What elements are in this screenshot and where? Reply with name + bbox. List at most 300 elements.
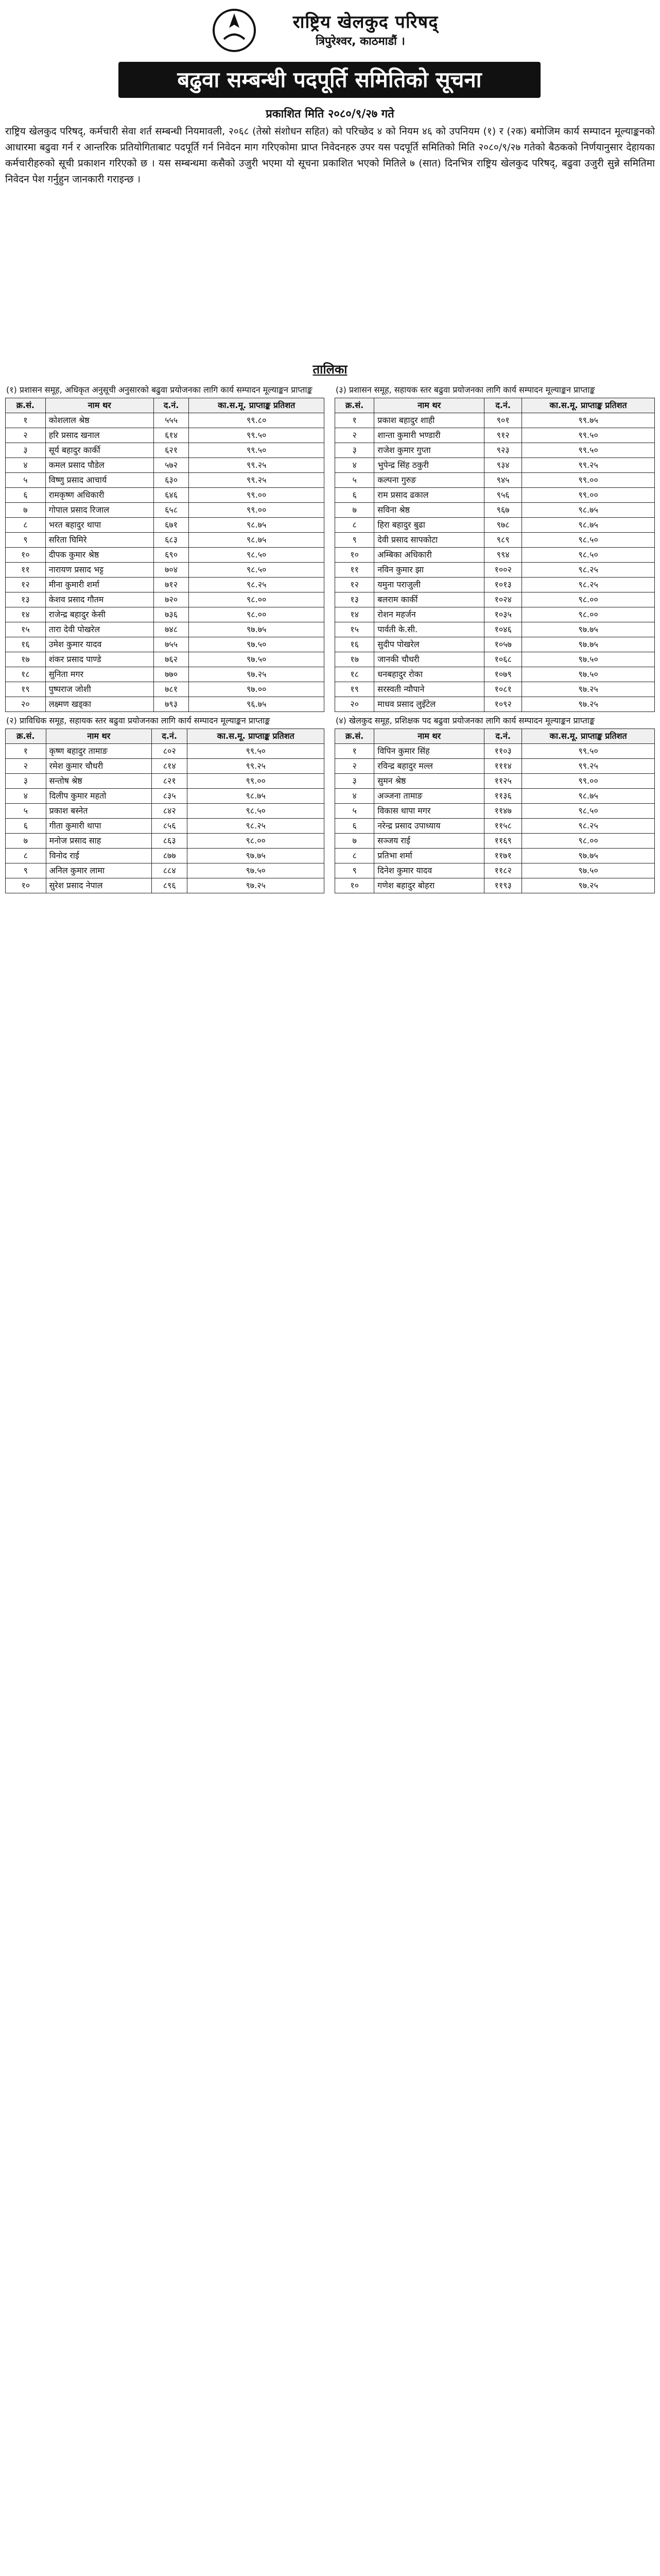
table-row	[6, 458, 324, 473]
header-score: का.स.मू. प्राप्ताङ्क प्रतिशत	[187, 729, 324, 744]
row-name: मनोज प्रसाद साह	[46, 834, 151, 849]
table-row	[6, 834, 324, 849]
row-name: लक्ष्मण खड्का	[45, 697, 153, 712]
row-code: ७७०	[153, 667, 188, 682]
table-row	[335, 458, 655, 473]
row-name: विपिन कुमार सिंह	[374, 744, 484, 759]
table-row	[6, 819, 324, 834]
row-score: ९९.००	[522, 488, 655, 503]
row-name: राम प्रसाद ढकाल	[374, 488, 484, 503]
row-sn: १	[6, 744, 46, 759]
row-sn: ३	[335, 774, 374, 789]
row-sn: १३	[6, 592, 46, 607]
row-name: कल्पना गुरुङ	[374, 473, 484, 488]
row-code: ९२३	[484, 443, 522, 458]
row-score: ९७.२५	[522, 682, 655, 697]
table-row	[6, 759, 324, 774]
row-sn: १७	[6, 652, 46, 667]
row-code: ७०४	[153, 563, 188, 578]
row-code: ११२५	[484, 774, 522, 789]
row-code: ९७८	[484, 518, 522, 533]
header-sn: क्र.सं.	[335, 729, 374, 744]
table-row	[6, 533, 324, 548]
header-name: नाम थर	[45, 398, 153, 413]
row-name: प्रकाश बहादुर शाही	[374, 413, 484, 428]
row-sn: ९	[335, 863, 374, 878]
row-name: विष्णु प्रसाद आचार्य	[45, 473, 153, 488]
row-name: पार्वती के.सी.	[374, 622, 484, 637]
header-code: द.नं.	[152, 729, 187, 744]
row-code: ११९३	[484, 878, 522, 893]
row-code: ११०३	[484, 744, 522, 759]
row-sn: ७	[6, 834, 46, 849]
header-score: का.स.मू. प्राप्ताङ्क प्रतिशत	[522, 729, 655, 744]
row-name: सुरेश प्रसाद नेपाल	[46, 878, 151, 893]
row-sn: ३	[335, 443, 374, 458]
row-name: सरिता घिमिरे	[45, 533, 153, 548]
row-name: केशव प्रसाद गौतम	[45, 592, 153, 607]
row-name: कोशलाल श्रेष्ठ	[45, 413, 153, 428]
row-score: ९९.२५	[189, 458, 324, 473]
header-sn: क्र.सं.	[335, 398, 374, 413]
row-name: भुपेन्द्र सिंह ठकुरी	[374, 458, 484, 473]
row-sn: १८	[6, 667, 46, 682]
row-code: ६७१	[153, 518, 188, 533]
row-sn: १	[6, 413, 46, 428]
table-c	[335, 398, 655, 712]
row-score: ९९.००	[522, 774, 655, 789]
row-score: ९९.५०	[522, 428, 655, 443]
row-score: ९७.२५	[189, 667, 324, 682]
row-code: १०४६	[484, 622, 522, 637]
table-b	[5, 728, 324, 893]
org-name: राष्ट्रिय खेलकुद परिषद्	[292, 12, 439, 32]
row-code: ६८३	[153, 533, 188, 548]
row-score: ९९.५०	[189, 443, 324, 458]
row-score: ९८.००	[522, 834, 655, 849]
table-row	[335, 622, 655, 637]
row-code: ११५८	[484, 819, 522, 834]
row-name: हरि प्रसाद खनाल	[45, 428, 153, 443]
row-sn: ५	[335, 804, 374, 819]
row-name: देवी प्रसाद सापकोटा	[374, 533, 484, 548]
row-sn: ७	[6, 503, 46, 518]
row-score: ९९.२५	[187, 759, 324, 774]
table-row	[335, 863, 655, 878]
row-sn: ५	[6, 804, 46, 819]
table-row	[6, 578, 324, 592]
row-score: ९८.५०	[522, 548, 655, 563]
row-code: ६९०	[153, 548, 188, 563]
row-name: माधव प्रसाद लुइँटेल	[374, 697, 484, 712]
row-sn: १	[335, 744, 374, 759]
row-code: ८२१	[152, 774, 187, 789]
row-code: १०५७	[484, 637, 522, 652]
row-score: ९७.५०	[187, 863, 324, 878]
row-name: नविन कुमार झा	[374, 563, 484, 578]
row-code: १११४	[484, 759, 522, 774]
row-code: ६३०	[153, 473, 188, 488]
row-name: पुष्पराज जोशी	[45, 682, 153, 697]
row-name: रामकृष्ण अधिकारी	[45, 488, 153, 503]
table-row	[335, 488, 655, 503]
row-code: ११३६	[484, 789, 522, 804]
row-sn: ८	[6, 849, 46, 863]
row-name: बलराम कार्की	[374, 592, 484, 607]
row-sn: २	[6, 428, 46, 443]
row-code: ९१२	[484, 428, 522, 443]
table-row	[335, 548, 655, 563]
table-section-heading: तालिका	[312, 362, 348, 377]
row-sn: ३	[6, 443, 46, 458]
row-name: सविना श्रेष्ठ	[374, 503, 484, 518]
row-score: ९७.७५	[522, 637, 655, 652]
row-code: ८९६	[152, 878, 187, 893]
row-code: ८१४	[152, 759, 187, 774]
row-code: ७५५	[153, 637, 188, 652]
row-score: ९८.५०	[189, 563, 324, 578]
table-row	[6, 413, 324, 428]
table-row	[6, 789, 324, 804]
header-name: नाम थर	[374, 398, 484, 413]
row-score: ९८.७५	[522, 518, 655, 533]
row-sn: ९	[6, 533, 46, 548]
table-row	[6, 518, 324, 533]
row-score: ९८.००	[522, 607, 655, 622]
row-code: ११४७	[484, 804, 522, 819]
row-code: १०७९	[484, 667, 522, 682]
row-name: अनिल कुमार लामा	[46, 863, 151, 878]
row-name: तारा देवी पोखरेल	[45, 622, 153, 637]
row-name: दिलीप कुमार महतो	[46, 789, 151, 804]
publish-date: प्रकाशित मिति २०८०/९/२७ गते	[266, 108, 394, 121]
row-name: दिनेश कुमार यादव	[374, 863, 484, 878]
row-code: ९०१	[484, 413, 522, 428]
section-note-b: (२) प्राविधिक समूह, सहायक स्तर बढुवा प्रयोजनका लागि कार्य सम्पादन मूल्याङ्कन प्राप्ताङ्क	[6, 716, 270, 725]
row-sn: ७	[335, 503, 374, 518]
row-score: ९९.००	[187, 774, 324, 789]
table-row	[6, 697, 324, 712]
row-name: हिरा बहादुर बुढा	[374, 518, 484, 533]
row-score: ९८.७५	[187, 789, 324, 804]
row-code: ८३५	[152, 789, 187, 804]
row-code: १०२४	[484, 592, 522, 607]
row-score: ९७.२५	[187, 878, 324, 893]
row-sn: २	[335, 428, 374, 443]
row-code: ८४२	[152, 804, 187, 819]
row-score: ९७.७५	[522, 622, 655, 637]
table-row	[335, 518, 655, 533]
table-row	[6, 592, 324, 607]
row-code: ८६३	[152, 834, 187, 849]
row-sn: १०	[335, 548, 374, 563]
row-sn: २	[6, 759, 46, 774]
row-name: सन्तोष श्रेष्ठ	[46, 774, 151, 789]
table-row	[6, 503, 324, 518]
row-code: ९९४	[484, 548, 522, 563]
row-name: अम्बिका अधिकारी	[374, 548, 484, 563]
table-row	[335, 697, 655, 712]
row-code: ६१४	[153, 428, 188, 443]
notice-title: बढुवा सम्बन्धी पदपूर्ति समितिको सूचना	[118, 62, 541, 98]
row-sn: १६	[335, 637, 374, 652]
row-sn: ४	[6, 789, 46, 804]
row-sn: ११	[6, 563, 46, 578]
table-row	[335, 473, 655, 488]
row-sn: १८	[335, 667, 374, 682]
row-score: ९७.५०	[189, 652, 324, 667]
row-sn: १९	[6, 682, 46, 697]
row-code: ८७७	[152, 849, 187, 863]
table-row	[335, 759, 655, 774]
row-name: शान्ता कुमारी भण्डारी	[374, 428, 484, 443]
row-code: १०९२	[484, 697, 522, 712]
row-score: ९९.००	[522, 473, 655, 488]
row-score: ९७.५०	[522, 863, 655, 878]
row-score: ९९.५०	[187, 744, 324, 759]
table-row	[335, 533, 655, 548]
row-name: रविन्द्र बहादुर मल्ल	[374, 759, 484, 774]
row-score: ९९.५०	[522, 443, 655, 458]
table-row	[6, 652, 324, 667]
row-name: रमेश कुमार चौधरी	[46, 759, 151, 774]
row-name: दीपक कुमार श्रेष्ठ	[45, 548, 153, 563]
header-score: का.स.मू. प्राप्ताङ्क प्रतिशत	[189, 398, 324, 413]
table-row	[6, 682, 324, 697]
row-code: ९६७	[484, 503, 522, 518]
row-sn: ८	[335, 518, 374, 533]
section-note-c: (३) प्रशासन समूह, सहायक स्तर बढुवा प्रयोजनका लागि कार्य सम्पादन मूल्याङ्कन प्राप्ताङ्क	[336, 385, 595, 395]
row-score: ९७.२५	[522, 878, 655, 893]
row-sn: १३	[335, 592, 374, 607]
row-name: भरत बहादुर थापा	[45, 518, 153, 533]
row-score: ९७.५०	[522, 667, 655, 682]
header-name: नाम थर	[46, 729, 151, 744]
column-left-top	[5, 381, 324, 1051]
row-name: कृष्ण बहादुर तामाङ	[46, 744, 151, 759]
table-d	[335, 728, 655, 893]
org-address: त्रिपुरेश्वर, काठमाडौं ।	[316, 35, 405, 48]
row-code: ७१२	[153, 578, 188, 592]
row-code: ७९३	[153, 697, 188, 712]
row-score: ९८.००	[189, 607, 324, 622]
row-code: ६४६	[153, 488, 188, 503]
row-code: ८०२	[152, 744, 187, 759]
row-score: ९८.५०	[522, 533, 655, 548]
row-sn: १०	[335, 878, 374, 893]
table-row	[6, 637, 324, 652]
table-row	[6, 774, 324, 789]
row-score: ९८.७५	[522, 789, 655, 804]
row-code: ९३४	[484, 458, 522, 473]
table-row	[6, 443, 324, 458]
row-score: ९७.२५	[522, 697, 655, 712]
row-score: ९७.७५	[522, 849, 655, 863]
row-score: ९८.२५	[189, 578, 324, 592]
row-score: ९८.५०	[187, 804, 324, 819]
row-code: ७२०	[153, 592, 188, 607]
row-name: गीता कुमारी थापा	[46, 819, 151, 834]
row-code: ६२१	[153, 443, 188, 458]
row-score: ९९.२५	[522, 759, 655, 774]
table-row	[6, 428, 324, 443]
row-name: प्रतिभा शर्मा	[374, 849, 484, 863]
row-score: ९८.००	[522, 592, 655, 607]
table-row	[6, 473, 324, 488]
table-row	[335, 592, 655, 607]
row-score: ९७.००	[189, 682, 324, 697]
table-row	[6, 563, 324, 578]
row-sn: ६	[335, 488, 374, 503]
row-name: रोशन महर्जन	[374, 607, 484, 622]
row-sn: ६	[335, 819, 374, 834]
row-code: १०६८	[484, 652, 522, 667]
table-row	[335, 878, 655, 893]
table-row	[335, 637, 655, 652]
row-code: ९५६	[484, 488, 522, 503]
table-row	[6, 667, 324, 682]
table-row	[335, 804, 655, 819]
table-row	[6, 548, 324, 563]
row-code: ७४८	[153, 622, 188, 637]
section-note-d: (४) खेलकुद समूह, प्रशिक्षक पद बढुवा प्रयोजनका लागि कार्य सम्पादन मूल्याङ्कन प्राप्ताङ्क	[336, 716, 595, 725]
table-row	[335, 413, 655, 428]
row-sn: १५	[335, 622, 374, 637]
table-row	[335, 443, 655, 458]
row-score: ९८.२५	[522, 578, 655, 592]
row-name: यमुना पराजुली	[374, 578, 484, 592]
header-sn: क्र.सं.	[6, 729, 46, 744]
row-score: ९८.२५	[522, 563, 655, 578]
table-row	[6, 744, 324, 759]
row-code: ७८१	[153, 682, 188, 697]
table-row	[6, 607, 324, 622]
table-row	[335, 744, 655, 759]
row-sn: ६	[6, 819, 46, 834]
row-score: ९८.२५	[187, 819, 324, 834]
row-code: ७६२	[153, 652, 188, 667]
row-name: धनबहादुर रोका	[374, 667, 484, 682]
row-sn: ६	[6, 488, 46, 503]
row-score: ९८.५०	[522, 804, 655, 819]
row-name: शंकर प्रसाद पाण्डे	[45, 652, 153, 667]
table-row	[335, 819, 655, 834]
table-row	[335, 774, 655, 789]
row-name: अञ्जना तामाङ	[374, 789, 484, 804]
table-row	[335, 667, 655, 682]
table-row	[6, 488, 324, 503]
row-sn: ९	[6, 863, 46, 878]
row-sn: ५	[335, 473, 374, 488]
row-name: सुदीप पोखरेल	[374, 637, 484, 652]
header-name: नाम थर	[374, 729, 484, 744]
row-code: ६५८	[153, 503, 188, 518]
row-score: ९८.२५	[522, 819, 655, 834]
row-name: सञ्जय राई	[374, 834, 484, 849]
row-sn: १०	[6, 548, 46, 563]
row-sn: ४	[335, 458, 374, 473]
row-score: ९९.००	[189, 503, 324, 518]
row-sn: ४	[335, 789, 374, 804]
table-row	[335, 428, 655, 443]
table-a	[5, 398, 324, 712]
table-row	[335, 578, 655, 592]
row-sn: १४	[335, 607, 374, 622]
table-row	[335, 789, 655, 804]
table-row	[6, 849, 324, 863]
row-name: राजेश कुमार गुप्ता	[374, 443, 484, 458]
row-code: ९८९	[484, 533, 522, 548]
intro-paragraph: राष्ट्रिय खेलकुद परिषद्, कर्मचारी सेवा शर्त सम्बन्धी नियमावली, २०६८ (तेस्रो संशोधन सहित) को परिच्छेद ४ को नियम ४६ को उपनियम (१) र (२क) बमोजिम कार्य सम्पादन मूल्याङ्कनको आधारमा बढुवा गर्न र आन्तरिक प्रतियोगिताबाट पदपूर्ति गर्न निवेदन माग गरिएकोमा प्राप्त निवेदनहरु उपर यस पदपूर्ति समितिको मिति २०८०/९/२७ गतेको बैठकको निर्णयानुसार देहायका कर्मचारीहरुको सूची प्रकाशन गरिएको छ । यस सम्बन्धमा कसैको उजुरी भएमा यो सूचना प्रकाशित भएको मितिले ७ (सात) दिनभित्र राष्ट्रिय खेलकुद परिषद्, बढुवा उजुरी सुन्ने समितिमा निवेदन पेश गर्नुहुन जानकारी गराइन्छ ।	[5, 126, 655, 185]
row-sn: २	[335, 759, 374, 774]
table-row	[6, 863, 324, 878]
row-name: कमल प्रसाद पौडेल	[45, 458, 153, 473]
row-score: ९८.७५	[189, 518, 324, 533]
row-name: प्रकाश बस्नेत	[46, 804, 151, 819]
row-score: ९६.७५	[189, 697, 324, 712]
row-score: ९९.००	[189, 488, 324, 503]
row-code: १००२	[484, 563, 522, 578]
row-name: गणेश बहादुर बोहरा	[374, 878, 484, 893]
row-sn: १७	[335, 652, 374, 667]
row-score: ९९.५०	[189, 428, 324, 443]
row-sn: ९	[335, 533, 374, 548]
row-sn: १	[335, 413, 374, 428]
section-note-a: (१) प्रशासन समूह, अधिकृत अनुसूची अनुसारको बढुवा प्रयोजनका लागि कार्य सम्पादन मूल्याङ्कन प्राप्ताङ्क	[6, 385, 312, 395]
row-score: ९७.७५	[187, 849, 324, 863]
row-code: १०१३	[484, 578, 522, 592]
row-name: सुमन श्रेष्ठ	[374, 774, 484, 789]
row-name: नारायण प्रसाद भट्ट	[45, 563, 153, 578]
row-score: ९८.५०	[189, 548, 324, 563]
row-score: ९९.२५	[522, 458, 655, 473]
row-code: ८५६	[152, 819, 187, 834]
table-row	[335, 849, 655, 863]
row-name: जानकी चौधरी	[374, 652, 484, 667]
row-sn: १४	[6, 607, 46, 622]
row-sn: १२	[6, 578, 46, 592]
row-score: ९८.७५	[522, 503, 655, 518]
row-code: ५५५	[153, 413, 188, 428]
table-row	[335, 834, 655, 849]
row-name: विकास थापा मगर	[374, 804, 484, 819]
table-row	[335, 607, 655, 622]
row-code: ८८४	[152, 863, 187, 878]
header-code: द.नं.	[153, 398, 188, 413]
row-score: ९९.५०	[522, 744, 655, 759]
row-code: ५७२	[153, 458, 188, 473]
table-row	[335, 503, 655, 518]
column-right-top	[335, 381, 655, 1051]
row-sn: १५	[6, 622, 46, 637]
row-name: मीना कुमारी शर्मा	[45, 578, 153, 592]
row-score: ९७.७५	[189, 622, 324, 637]
row-sn: २०	[335, 697, 374, 712]
table-row	[335, 682, 655, 697]
header-score: का.स.मू. प्राप्ताङ्क प्रतिशत	[522, 398, 655, 413]
row-sn: ५	[6, 473, 46, 488]
row-code: ११७१	[484, 849, 522, 863]
table-row	[335, 563, 655, 578]
table-row	[6, 878, 324, 893]
row-sn: ४	[6, 458, 46, 473]
row-score: ९७.५०	[189, 637, 324, 652]
row-code: १०८१	[484, 682, 522, 697]
row-sn: १९	[335, 682, 374, 697]
row-sn: ७	[335, 834, 374, 849]
header-sn: क्र.सं.	[6, 398, 46, 413]
row-name: राजेन्द्र बहादुर केसी	[45, 607, 153, 622]
